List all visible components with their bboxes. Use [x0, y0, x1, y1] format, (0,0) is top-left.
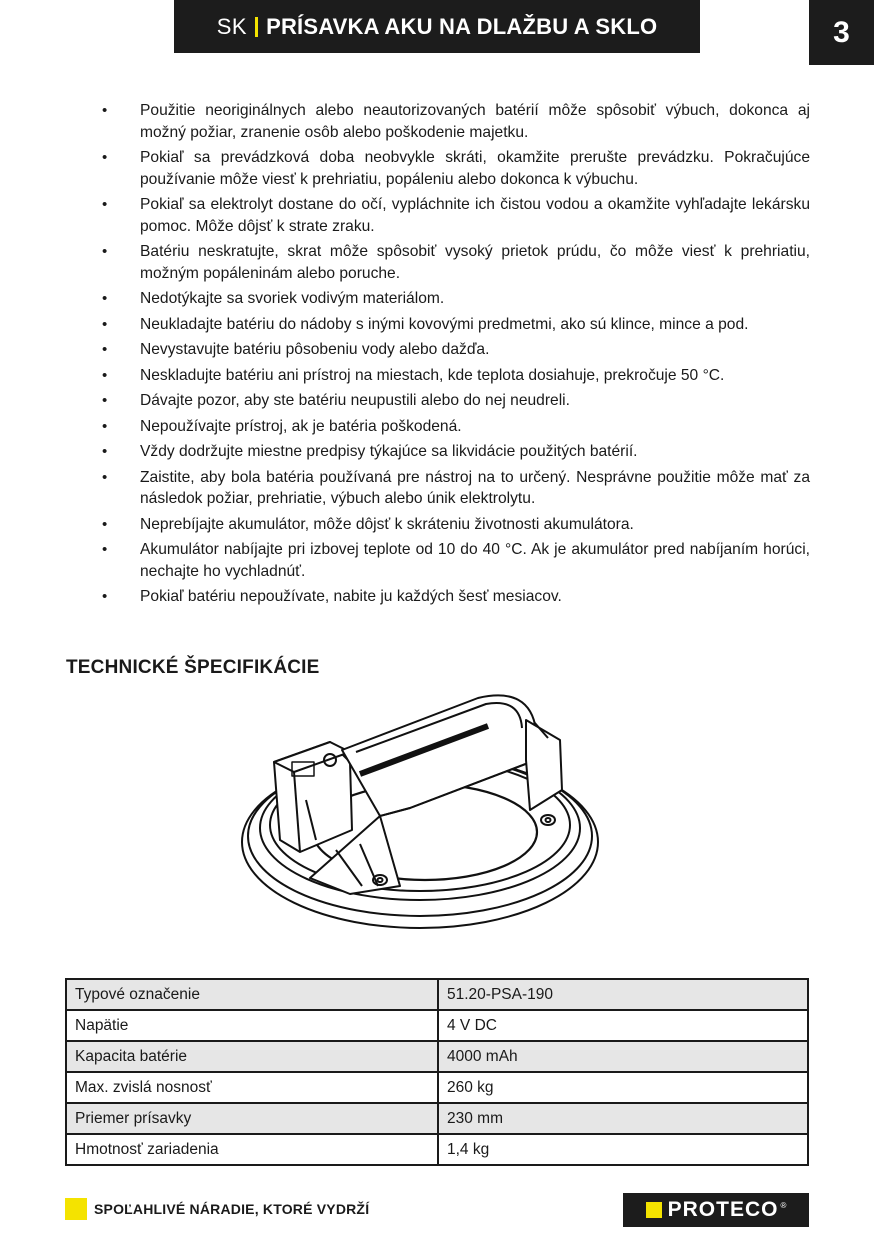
spec-label: Max. zvislá nosnosť — [66, 1072, 438, 1103]
brand-name: PROTECO — [667, 1198, 779, 1221]
table-row — [66, 1010, 808, 1041]
list-item: • Vždy dodržujte miestne predpisy týkajúce sa likvidácie použitých batérií. — [96, 441, 810, 463]
list-item: • Nevystavujte batériu pôsobeniu vody alebo dažďa. — [96, 339, 810, 361]
yellow-square-icon — [65, 1198, 87, 1220]
spec-label: Hmotnosť zariadenia — [66, 1134, 438, 1165]
footer-slogan: SPOĽAHLIVÉ NÁRADIE, KTORÉ VYDRŽÍ — [94, 1201, 370, 1217]
page-number: 3 — [809, 0, 874, 65]
spec-label: Kapacita batérie — [66, 1041, 438, 1072]
table-row — [66, 1134, 808, 1165]
suction-cup-illustration — [230, 690, 630, 950]
footer-slogan-block — [65, 1198, 369, 1220]
table-row — [66, 1041, 808, 1072]
list-item: • Dávajte pozor, aby ste batériu neupustili alebo do nej neudreli. — [96, 390, 810, 412]
table-row — [66, 1072, 808, 1103]
list-item: • Neprebíjajte akumulátor, môže dôjsť k skráteniu životnosti akumulátora. — [96, 514, 810, 536]
spec-value: 4000 mAh — [438, 1041, 808, 1072]
spec-value: 260 kg — [438, 1072, 808, 1103]
list-item: • Akumulátor nabíjajte pri izbovej teplote od 10 do 40 °C. Ak je akumulátor pred nabíjaním horúci, nechajte ho vychladnúť. — [96, 539, 810, 582]
spec-label: Napätie — [66, 1010, 438, 1041]
spec-table — [65, 978, 809, 1166]
page-title: PRÍSAVKA AKU NA DLAŽBU A SKLO — [266, 13, 658, 39]
spec-label: Priemer prísavky — [66, 1103, 438, 1134]
spec-label: Typové označenie — [66, 979, 438, 1010]
list-item: • Batériu neskratujte, skrat môže spôsobiť vysoký prietok prúdu, čo môže viesť k prehriatiu, možným popáleninám alebo poruche. — [96, 241, 810, 284]
list-item: • Neukladajte batériu do nádoby s inými kovovými predmetmi, ako sú klince, mince a pod. — [96, 314, 810, 336]
section-title: TECHNICKÉ ŠPECIFIKÁCIE — [66, 657, 320, 678]
list-item: • Pokiaľ sa elektrolyt dostane do očí, vypláchnite ich čistou vodou a okamžite vyhľadajte lekársku pomoc. Môže dôjsť k strate zraku. — [96, 194, 810, 237]
list-item: • Neskladujte batériu ani prístroj na miestach, kde teplota dosiahuje, prekročuje 50 °C. — [96, 365, 810, 387]
list-item: • Pokiaľ sa prevádzková doba neobvykle skráti, okamžite prerušte prevádzku. Pokračujúce používanie môže viesť k prehriatiu, popáleniu alebo dokonca k výbuchu. — [96, 147, 810, 190]
list-item: • Pokiaľ batériu nepoužívate, nabite ju každých šesť mesiacov. — [96, 586, 810, 608]
logo-square-icon — [646, 1202, 662, 1218]
safety-bullet-list — [96, 100, 810, 612]
spec-value: 4 V DC — [438, 1010, 808, 1041]
header-language: SK — [216, 13, 248, 39]
table-row — [66, 979, 808, 1010]
list-item: • Nepoužívajte prístroj, ak je batéria poškodená. — [96, 416, 810, 438]
header-separator — [255, 17, 258, 37]
table-row — [66, 1103, 808, 1134]
list-item: • Nedotýkajte sa svoriek vodivým materiálom. — [96, 288, 810, 310]
spec-value: 1,4 kg — [438, 1134, 808, 1165]
list-item: • Použitie neoriginálnych alebo neautorizovaných batérií môže spôsobiť výbuch, dokonca aj možný požiar, zranenie osôb alebo poškodenie majetku. — [96, 100, 810, 143]
list-item: • Zaistite, aby bola batéria používaná pre nástroj na to určený. Nesprávne použitie môže mať za následok požiar, prehriatie, výbuch alebo únik elektrolytu. — [96, 467, 810, 510]
header-bar — [174, 0, 700, 53]
brand-logo — [623, 1193, 809, 1227]
spec-value: 51.20-PSA-190 — [438, 979, 808, 1010]
spec-value: 230 mm — [438, 1103, 808, 1134]
registered-mark: ® — [780, 1201, 787, 1210]
